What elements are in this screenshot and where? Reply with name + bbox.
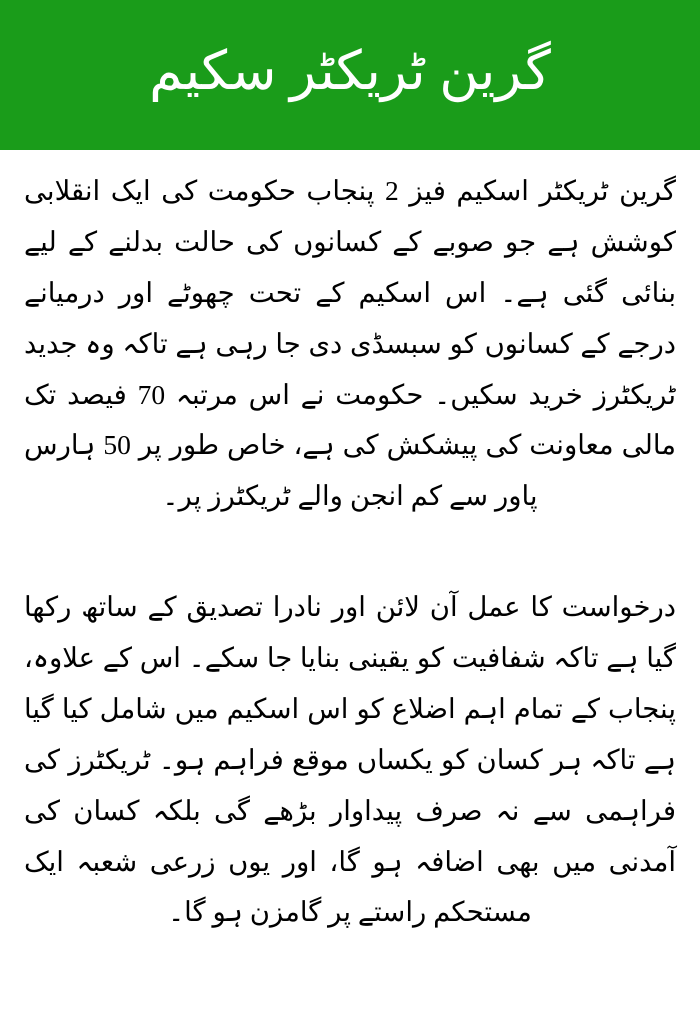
article-paragraph-1: گرین ٹریکٹر اسکیم فیز 2 پنجاب حکومت کی ایک انقلابی کوشش ہے جو صوبے کے کسانوں کی حالت بدلنے کے لیے بنائی گئی ہے۔ اس اسکیم کے تحت چھوٹے اور درمیانے درجے کے کسانوں کو سبسڈی دی جا رہی ہے تاکہ وہ جدید ٹریکٹرز خرید سکیں۔ حکومت نے اس مرتبہ 70 فیصد تک مالی معاونت کی پیشکش کی ہے، خاص طور پر 50 ہارس پاور سے کم انجن والے ٹریکٹرز پر۔ [24, 175, 676, 512]
article-body [0, 150, 700, 948]
paragraph-spacer [24, 556, 676, 582]
page-header-banner [0, 0, 700, 150]
article-paragraph-2: درخواست کا عمل آن لائن اور نادرا تصدیق کے ساتھ رکھا گیا ہے تاکہ شفافیت کو یقینی بنایا جا سکے۔ اس کے علاوہ، پنجاب کے تمام اہم اضلاع کو اس اسکیم میں شامل کیا گیا ہے تاکہ ہر کسان کو یکساں موقع فراہم ہو۔ ٹریکٹرز کی فراہمی سے نہ صرف پیداوار بڑھے گی بلکہ کسان کی آمدنی میں بھی اضافہ ہو گا، اور یوں زرعی شعبہ ایک مستحکم راستے پر گامزن ہو گا۔ [24, 591, 676, 928]
page-title: گرین ٹریکٹر سکیم [149, 40, 551, 101]
